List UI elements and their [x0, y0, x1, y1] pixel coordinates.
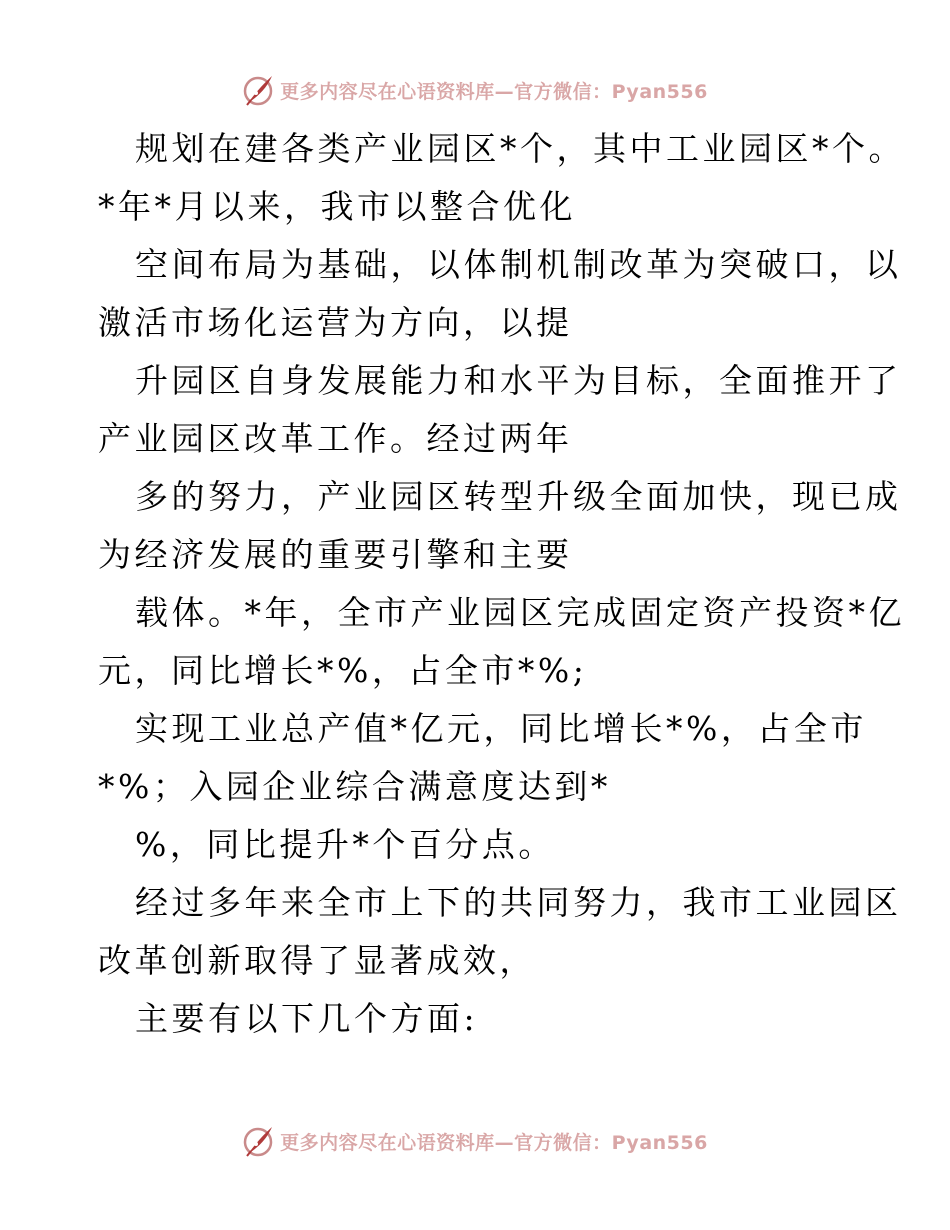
text-line: 空间布局为基础，以体制机制改革为突破口，以 [135, 245, 902, 284]
text-line: 升园区自身发展能力和水平为目标，全面推开了 [135, 361, 902, 400]
text-line: 改革创新取得了显著成效， [98, 941, 536, 980]
text-line: 经过多年来全市上下的共同努力，我市工业园区 [135, 883, 902, 922]
text-line: 载体。*年，全市产业园区完成固定资产投资*亿 [135, 593, 905, 632]
quill-pen-circle-icon [242, 1124, 276, 1158]
text-line: 为经济发展的重要引擎和主要 [98, 535, 573, 574]
text-line: 产业园区改革工作。经过两年 [98, 419, 573, 458]
text-line: 实现工业总产值*亿元，同比增长*%，占全市 [135, 709, 867, 748]
text-line: 规划在建各类产业园区*个，其中工业园区*个。 [135, 129, 905, 168]
header-watermark [0, 70, 950, 110]
document-body [98, 120, 905, 1048]
text-line: 激活市场化运营为方向，以提 [98, 303, 573, 342]
text-line: %，同比提升*个百分点。 [135, 825, 555, 864]
text-line: *年*月以来，我市以整合优化 [98, 187, 576, 226]
text-line: 元，同比增长*%，占全市*%; [98, 651, 588, 690]
footer-watermark [0, 1121, 950, 1161]
watermark-text: 更多内容尽在心语资料库—官方微信：Pyan556 [280, 80, 708, 103]
quill-pen-circle-icon [242, 73, 276, 107]
text-line: 主要有以下几个方面: [135, 999, 479, 1038]
watermark-text: 更多内容尽在心语资料库—官方微信：Pyan556 [280, 1131, 708, 1154]
text-line: *%；入园企业综合满意度达到* [98, 767, 611, 806]
text-line: 多的努力，产业园区转型升级全面加快，现已成 [135, 477, 902, 516]
